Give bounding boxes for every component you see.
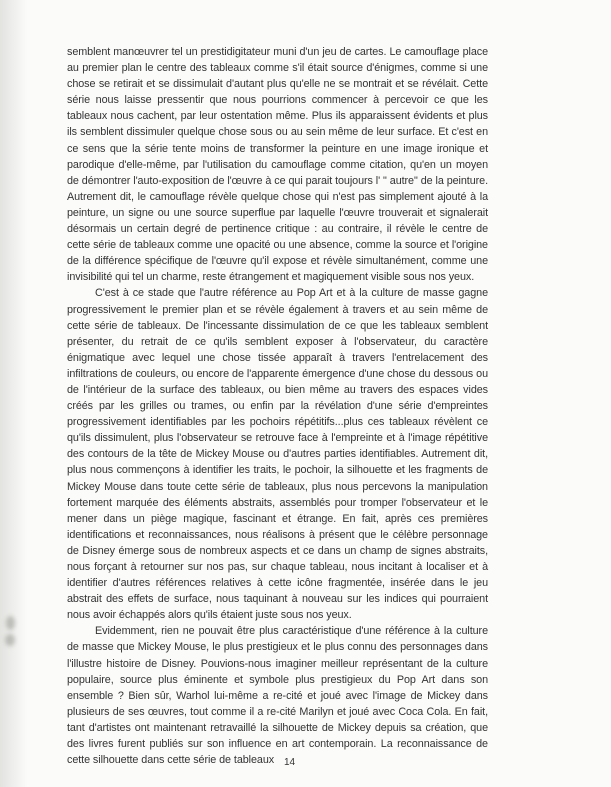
paragraph-3: Evidemment, rien ne pouvait être plus caractéristique d'une référence à la culture de masse que Mickey Mouse, le plus prestigieux et le plus connu des personnages dans l'illustre histoire de Disney. Pouvions-nous imaginer meilleur représentant de la culture populaire, source plus éminente et symbole plus prestigieux du Pop Art dans son ensemble ? Bien sûr, Warhol lui-même a re-cité et joué avec l'image de Mickey dans plusieurs de ses œuvres, tout comme il a re-cité Marilyn et joué avec Coca Cola. En fait, tant d'artistes ont maintenant retravaillé la silhouette de Mickey depuis sa création, que des livres furent publiés sur son influence en art contemporain. La reconnaissance de cette silhouette dans cette série de tableaux <box>67 625 488 767</box>
paragraph-1: semblent manœuvrer tel un prestidigitateur muni d'un jeu de cartes. Le camouflage place au premier plan le centre des tableaux comme s'il était source d'énigmes, comme si une chose se retirait et se dissimulait d'autant plus qu'elle ne se montrait et se révélait. Cette série nous laisse pressentir que nous pourrions commencer à percevoir ce que les tableaux nous cachent, par leur ostentation même. Plus ils apparaissent évidents et plus ils semblent dissimuler quelque chose sous ou au sein même de leur surface. Et c'est en ce sens que la série tente moins de transformer la peinture en une image ironique et parodique d'elle-même, par l'utilisation du camouflage comme citation, qu'en un moyen de démontrer l'auto-exposition de l'œuvre à ce qui parait toujours l' " autre" de la peinture. Autrement dit, le camouflage révèle quelque chose qui n'est pas simplement ajouté à la peinture, un signe ou une source superflue par laquelle l'œuvre trouverait et signalerait désormais un certain degré de pertinence critique : au contraire, il révèle le centre de cette série de tableaux comme une opacité ou une absence, comme la source et l'origine de la différence spécifique de l'œuvre qu'il expose et révèle simultanément, comme une invisibilité qui tel un charme, reste étrangement et magiquement visible sous nos yeux. <box>67 46 488 284</box>
scan-edge-shadow <box>0 0 32 787</box>
scan-smudge <box>5 634 15 646</box>
page-number: 14 <box>283 757 296 768</box>
paragraph-2: C'est à ce stade que l'autre référence au Pop Art et à la culture de masse gagne progressivement le premier plan et se révèle également à travers et au sein même de cette série de tableaux. De l'incessante dissimulation de ce que les tableaux semblent présenter, du retrait de ce qu'ils semblent exposer à l'observateur, du caractère énigmatique avec lequel une chose tissée apparaît à travers l'entrelacement des infiltrations de couleurs, ou encore de l'apparente émergence d'une chose du dessous ou de l'intérieur de la surface des tableaux, ou bien même au travers des espaces vides créés par les grilles ou trames, ou enfin par la révélation d'une série d'empreintes progressivement identifiables par les pochoirs répétitifs...plus ces tableaux révèlent ce qu'ils dissimulent, plus l'observateur se retrouve face à l'empreinte et à l'image répétitive des contours de la tête de Mickey Mouse ou d'autres parties identifiables. Autrement dit, plus nous commençons à identifier les traits, le pochoir, la silhouette et les fragments de Mickey Mouse dans toute cette série de tableaux, plus nous percevons la manipulation fortement marquée des éléments abstraits, assemblés pour tromper l'observateur et le mener dans un piège magique, fascinant et étrange. En fait, après ces premières identifications et reconnaissances, nous réalisons à présent que le célèbre personnage de Disney émerge sous de nombreux aspects et ce dans un champ de signes abstraits, nous forçant à retourner sur nos pas, sur chaque tableau, nous incitant à localiser et à identifier d'autres références relatives à cette icône fragmentée, insérée dans le jeu abstrait des effets de surface, nous taquinant à nouveau sur les indices qui pourraient nous avoir échappés alors qu'ils étaient juste sous nos yeux. <box>67 287 488 622</box>
scan-smudge <box>6 616 15 630</box>
body-text <box>67 44 488 768</box>
